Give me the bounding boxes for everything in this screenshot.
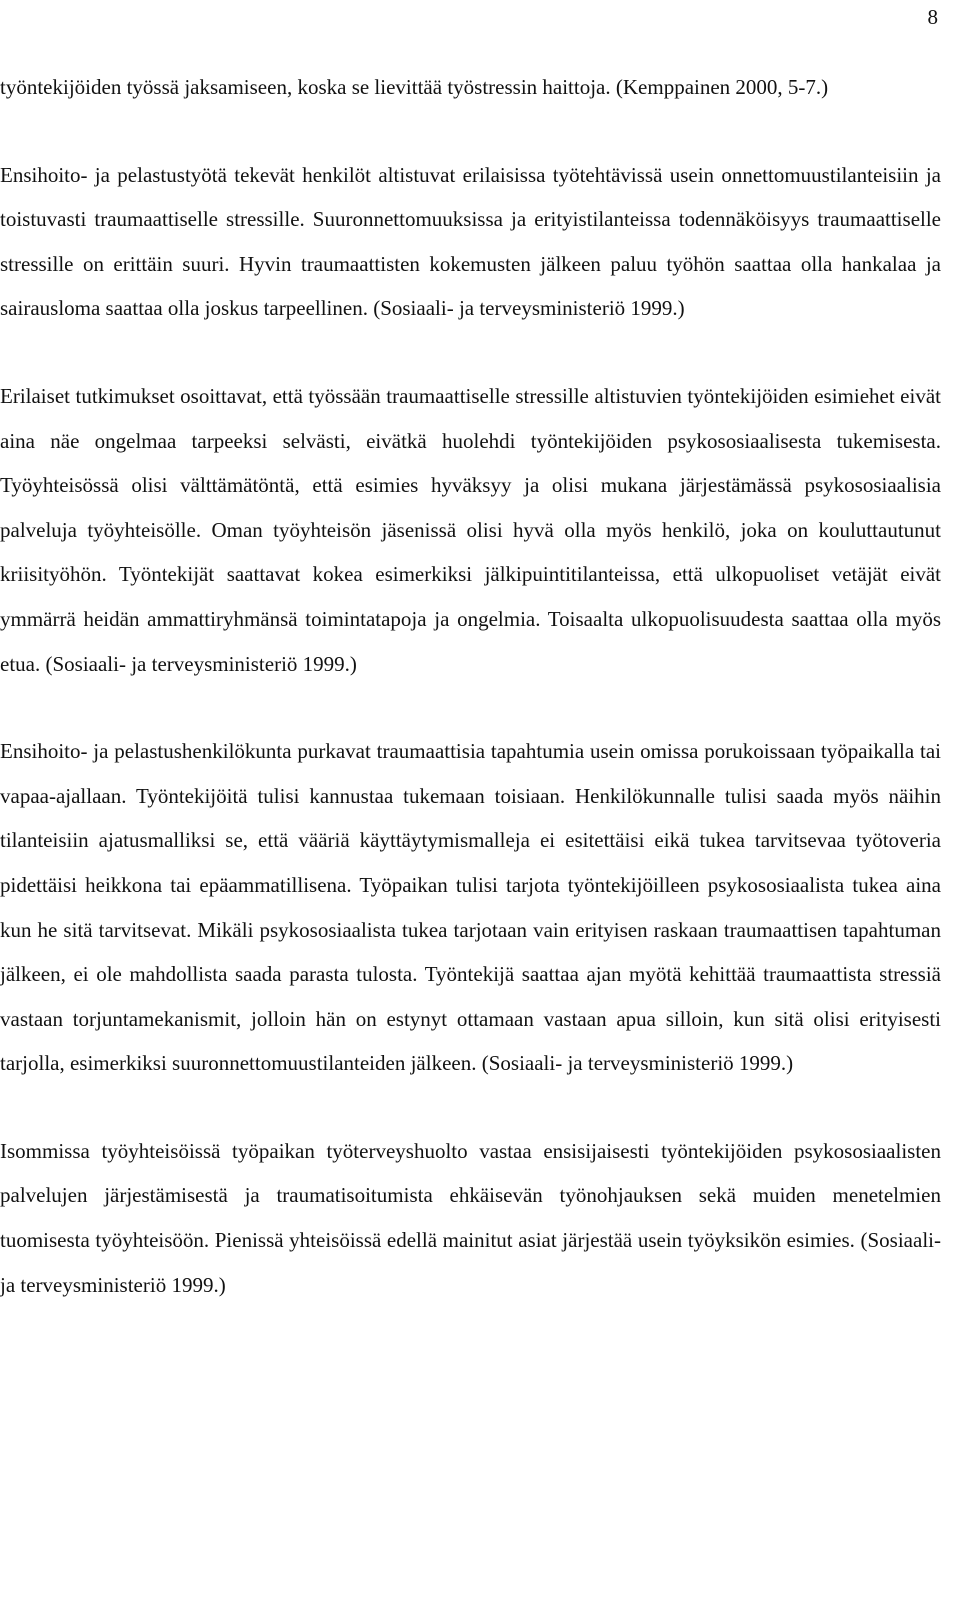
paragraph-2: Ensihoito- ja pelastustyötä tekevät henkilöt altistuvat erilaisissa työtehtävissä usein onnettomuustilanteisiin ja toistuvasti traumaattiselle stressille. Suuronnettomuuksissa ja erityistilanteissa todennäköisyys traumaattiselle stressille on erittäin suuri. Hyvin traumaattisten kokemusten jälkeen paluu työhön saattaa olla hankalaa ja sairausloma saattaa olla joskus tarpeellinen. (Sosiaali- ja terveysministeriö 1999.) (0, 162, 941, 321)
paragraph-4: Ensihoito- ja pelastushenkilökunta purkavat traumaattisia tapahtumia usein omissa porukoissaan työpaikalla tai vapaa-ajallaan. Työntekijöitä tulisi kannustaa tukemaan toisiaan. Henkilökunnalle tulisi saada myös näihin tilanteisiin ajatusmalliksi se, että vääriä käyttäytymismalleja ei esitettäisi eikä tukea tarvitsevaa työtoveria pidettäisi heikkona tai epäammatillisena. Työpaikan tulisi tarjota työntekijöilleen psykososiaalista tukea aina kun he sitä tarvitsevat. Mikäli psykososiaalista tukea tarjotaan vain erityisen raskaan traumaattisen tapahtuman jälkeen, ei ole mahdollista saada parasta tulosta. Työntekijä saattaa ajan myötä kehittää traumaattista stressiä vastaan torjuntamekanismit, jolloin hän on estynyt ottamaan vastaan apua silloin, kun sitä olisi erityisesti tarjolla, esimerkiksi suuronnettomuustilanteiden jälkeen. (Sosiaali- ja terveysministeriö 1999.) (0, 739, 941, 1076)
paragraph-3: Erilaiset tutkimukset osoittavat, että työssään traumaattiselle stressille altistuvien työntekijöiden esimiehet eivät aina näe ongelmaa tarpeeksi selvästi, eivätkä huolehdi työntekijöiden psykososiaalisesta tukemisesta. Työyhteisössä olisi välttämätöntä, että esimies hyväksyy ja olisi mukana järjestämässä psykososiaalisia palveluja työyhteisölle. Oman työyhteisön jäsenissä olisi hyvä olla myös henkilö, joka on kouluttautunut kriisityöhön. Työntekijät saattavat kokea esimerkiksi jälkipuintitilanteissa, että ulkopuoliset vetäjät eivät ymmärrä heidän ammattiryhmänsä toimintatapoja ja ongelmia. Toisaalta ulkopuolisuudesta saattaa olla myös etua. (Sosiaali- ja terveysministeriö 1999.) (0, 383, 941, 676)
page-body (0, 65, 941, 1307)
paragraph-5: Isommissa työyhteisöissä työpaikan työterveyshuolto vastaa ensisijaisesti työntekijöiden psykososiaalisten palvelujen järjestämisestä ja traumatisoitumista ehkäisevän työnohjauksen sekä muiden menetelmien tuomisesta työyhteisöön. Pienissä yhteisöissä edellä mainitut asiat järjestää usein työyksikön esimies. (Sosiaali- ja terveysministeriö 1999.) (0, 1138, 941, 1297)
page-number: 8 (927, 5, 938, 29)
paragraph-1: työntekijöiden työssä jaksamiseen, koska se lievittää työstressin haittoja. (Kemppainen 2000, 5-7.) (0, 75, 829, 99)
